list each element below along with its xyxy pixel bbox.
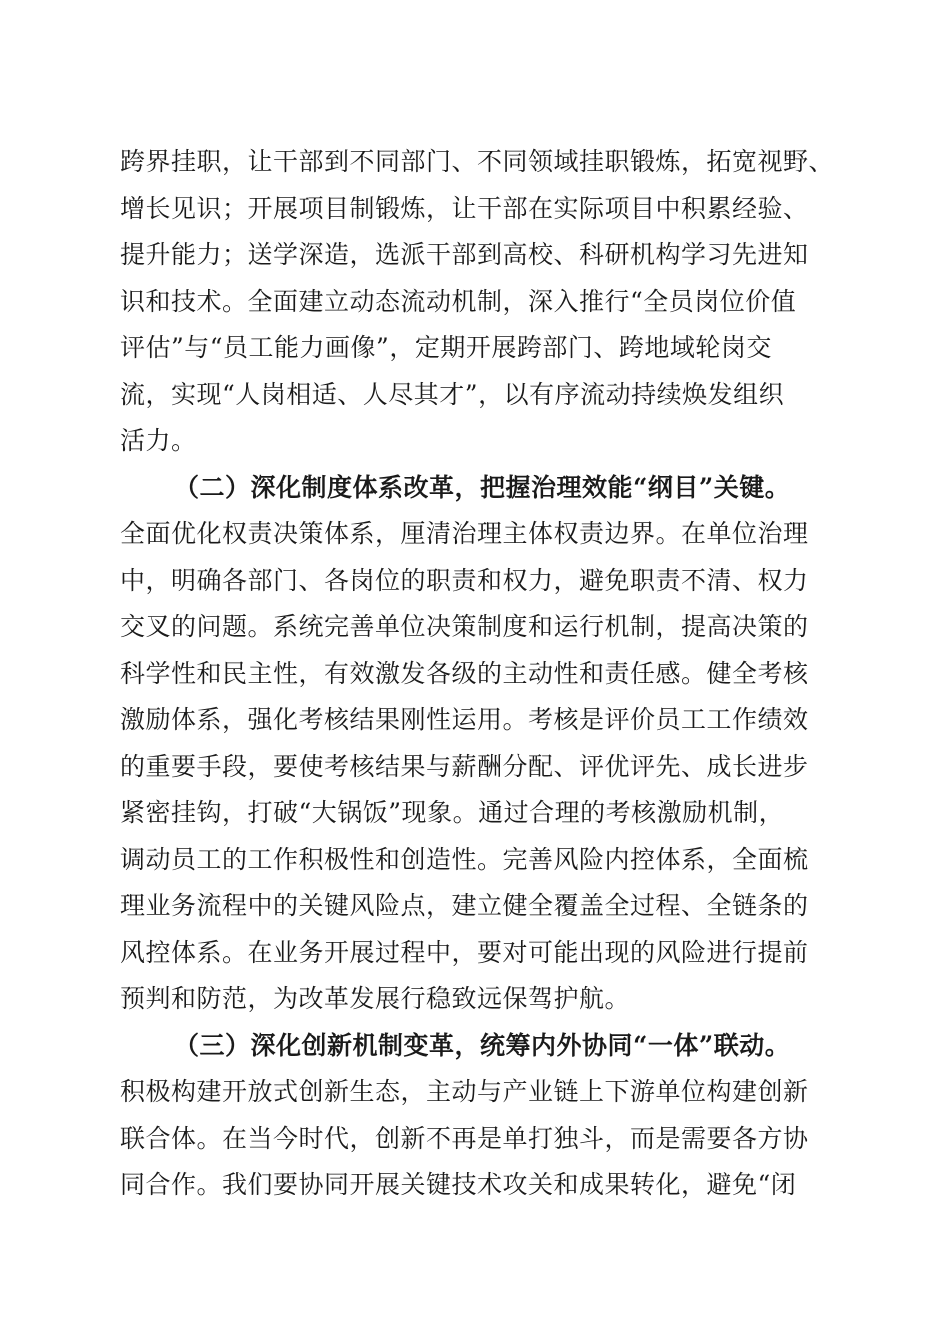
text-line: 提升能力；送学深造，选派干部到高校、科研机构学习先进知 — [120, 240, 809, 269]
text-line: 积极构建开放式创新生态，主动与产业链上下游单位构建创新 — [120, 1077, 809, 1106]
text-line: 增长见识；开展项目制锻炼，让干部在实际项目中积累经验、 — [120, 193, 809, 223]
text-line: 激励体系，强化考核结果刚性运用。考核是评价员工工作绩效 — [120, 705, 809, 734]
text-line: 评估”与“员工能力画像”，定期开展跨部门、跨地域轮岗交 — [120, 333, 772, 362]
text-line: 跨界挂职，让干部到不同部门、不同领域挂职锻炼，拓宽视野、 — [120, 147, 835, 176]
section-heading: （二）深化制度体系改革，把握治理效能“纲目”关键。 — [174, 472, 791, 502]
text-line: 流，实现“人岗相适、人尽其才”，以有序流动持续焕发组织 — [120, 379, 785, 409]
text-line: 的重要手段，要使考核结果与薪酬分配、评优评先、成长进步 — [120, 751, 809, 781]
text-line: 同合作。我们要协同开展关键技术攻关和成果转化，避免“闭 — [120, 1170, 797, 1199]
text-line: 联合体。在当今时代，创新不再是单打独斗，而是需要各方协 — [120, 1123, 809, 1153]
text-line: 紧密挂钩，打破“大锅饭”现象。通过合理的考核激励机制， — [120, 798, 785, 827]
section-heading: （三）深化创新机制变革，统筹内外协同“一体”联动。 — [174, 1030, 791, 1060]
text-line: 科学性和民主性，有效激发各级的主动性和责任感。健全考核 — [120, 658, 809, 688]
text-line: 交叉的问题。系统完善单位决策制度和运行机制，提高决策的 — [120, 612, 809, 641]
text-line: 中，明确各部门、各岗位的职责和权力，避免职责不清、权力 — [120, 565, 809, 595]
text-line: 全面优化权责决策体系，厘清治理主体权责边界。在单位治理 — [120, 519, 809, 548]
document-body — [120, 139, 840, 1209]
text-line: 风控体系。在业务开展过程中，要对可能出现的风险进行提前 — [120, 937, 809, 967]
text-line: 调动员工的工作积极性和创造性。完善风险内控体系，全面梳 — [120, 844, 809, 874]
text-line: 活力。 — [120, 426, 197, 455]
text-line: 理业务流程中的关键风险点，建立健全覆盖全过程、全链条的 — [120, 891, 809, 920]
text-line: 识和技术。全面建立动态流动机制，深入推行“全员岗位价值 — [120, 286, 797, 316]
text-line: 预判和防范，为改革发展行稳致远保驾护航。 — [120, 984, 631, 1013]
